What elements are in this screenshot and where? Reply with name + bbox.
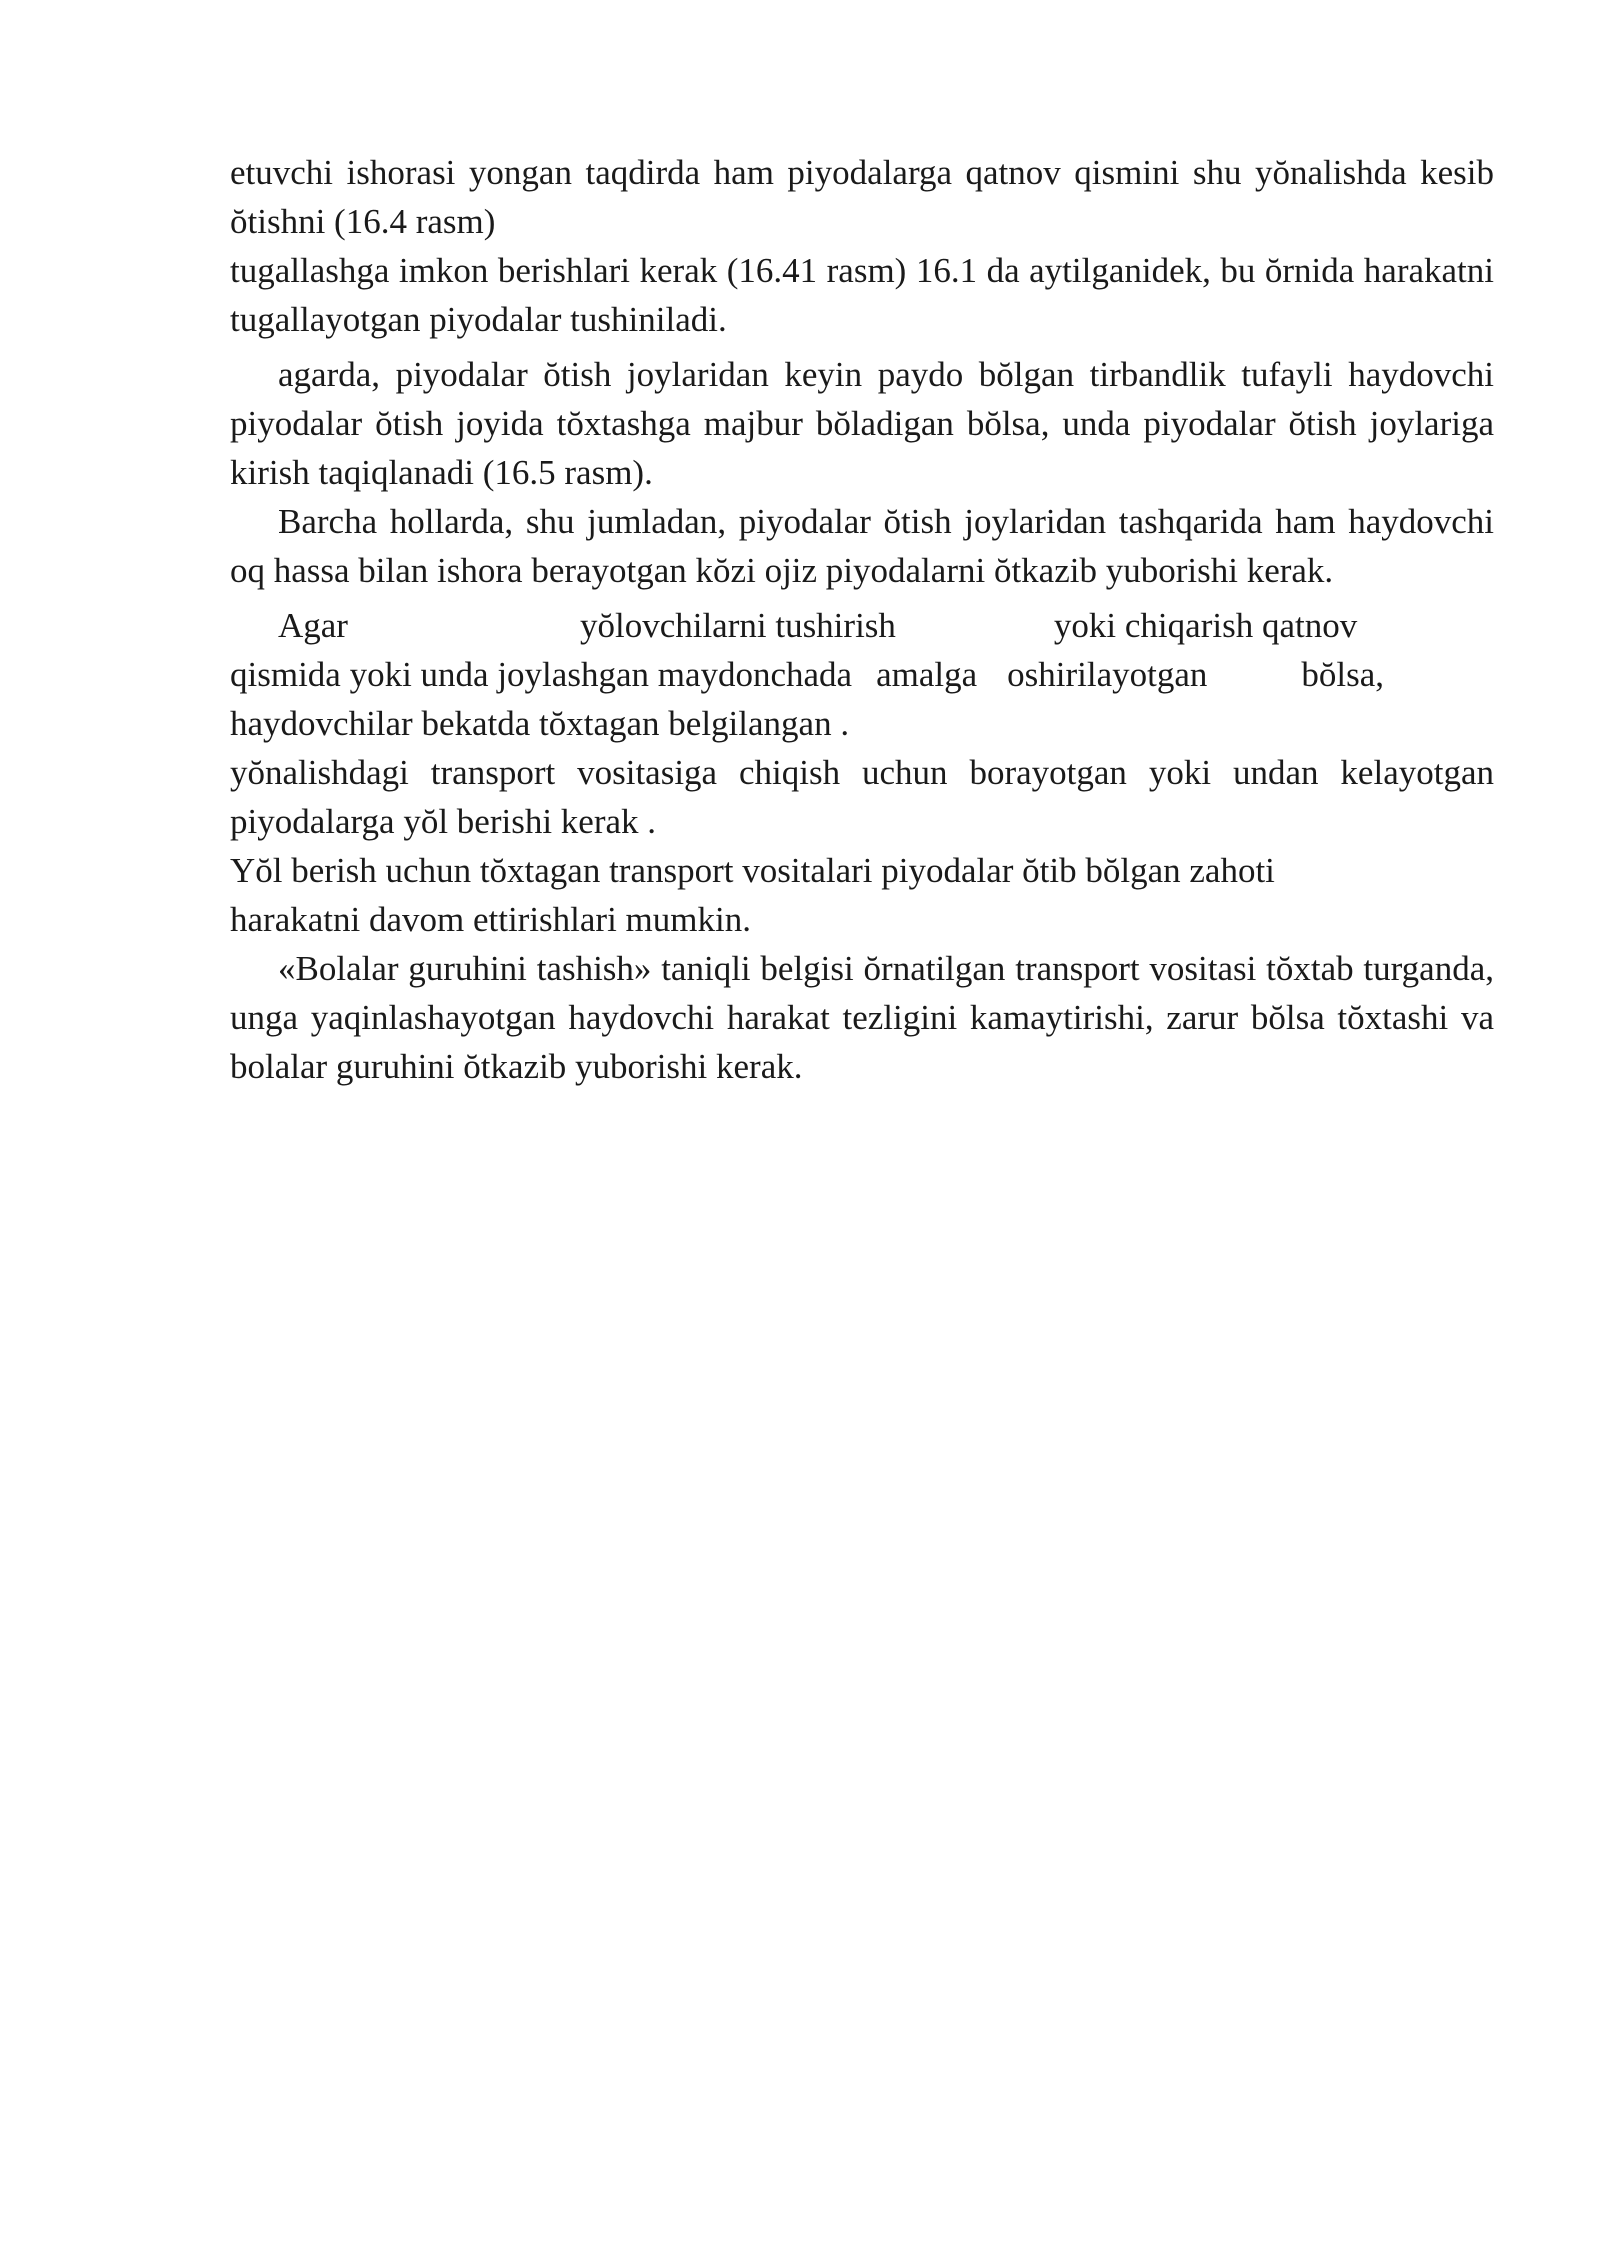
resume-line-2: harakatni davom ettirishlari mumkin. <box>230 900 751 939</box>
bus-stop-segment-1: qismida yoki unda joylashgan maydonchada <box>230 655 853 694</box>
bus-stop-line-1 <box>230 601 1494 650</box>
bus-stop-line-3: haydovchilar bekatda tŏxtagan belgilangan . <box>230 704 850 743</box>
paragraph-bus-stop <box>230 601 1494 748</box>
bus-stop-word-boarding: yoki chiqarish qatnov <box>1053 606 1358 645</box>
bus-stop-word-agar: Agar <box>278 606 348 645</box>
paragraph-finishing-crossing: tugallashga imkon berishlari kerak (16.41 rasm) 16.1 da aytilganidek, bu ŏrnida harakatni tugallayotgan piyodalar tushiniladi. <box>230 251 1494 339</box>
paragraph-yield-to-pedestrians: yŏnalishdagi transport vositasiga chiqish uchun borayotgan yoki undan kelayotgan piyodalarga yŏl berishi kerak . <box>230 753 1494 841</box>
bus-stop-segment-4: bŏlsa, <box>1301 655 1385 694</box>
document-body <box>230 148 1494 1091</box>
paragraph-continuation-crossing: etuvchi ishorasi yongan taqdirda ham piyodalarga qatnov qismini shu yŏnalishda kesib ŏtishni (16.4 rasm) <box>230 153 1494 241</box>
bus-stop-word-passengers: yŏlovchilarni tushirish <box>579 606 896 645</box>
paragraph-blind-pedestrians: Barcha hollarda, shu jumladan, piyodalar ŏtish joylaridan tashqarida ham haydovchi oq hassa bilan ishora berayotgan kŏzi ojiz piyodalarni ŏtkazib yuborishi kerak. <box>230 502 1494 590</box>
bus-stop-line-2 <box>230 650 1494 699</box>
paragraph-traffic-jam: agarda, piyodalar ŏtish joylaridan keyin paydo bŏlgan tirbandlik tufayli haydovchi piyodalar ŏtish joyida tŏxtashga majbur bŏladigan bŏlsa, unda piyodalar ŏtish joylariga kirish taqiqlanadi (16.5 rasm). <box>230 355 1494 492</box>
bus-stop-segment-2: amalga <box>876 655 978 694</box>
resume-line-1: Yŏl berish uchun tŏxtagan transport vositalari piyodalar ŏtib bŏlgan zahoti <box>230 851 1275 890</box>
paragraph-resume-movement <box>230 846 1494 944</box>
bus-stop-segment-3: oshirilayotgan <box>1007 655 1208 694</box>
paragraph-children-group: «Bolalar guruhini tashish» taniqli belgisi ŏrnatilgan transport vositasi tŏxtab turganda, unga yaqinlashayotgan haydovchi harakat tezligini kamaytirishi, zarur bŏlsa tŏxtashi va bolalar guruhini ŏtkazib yuborishi kerak. <box>230 949 1494 1086</box>
